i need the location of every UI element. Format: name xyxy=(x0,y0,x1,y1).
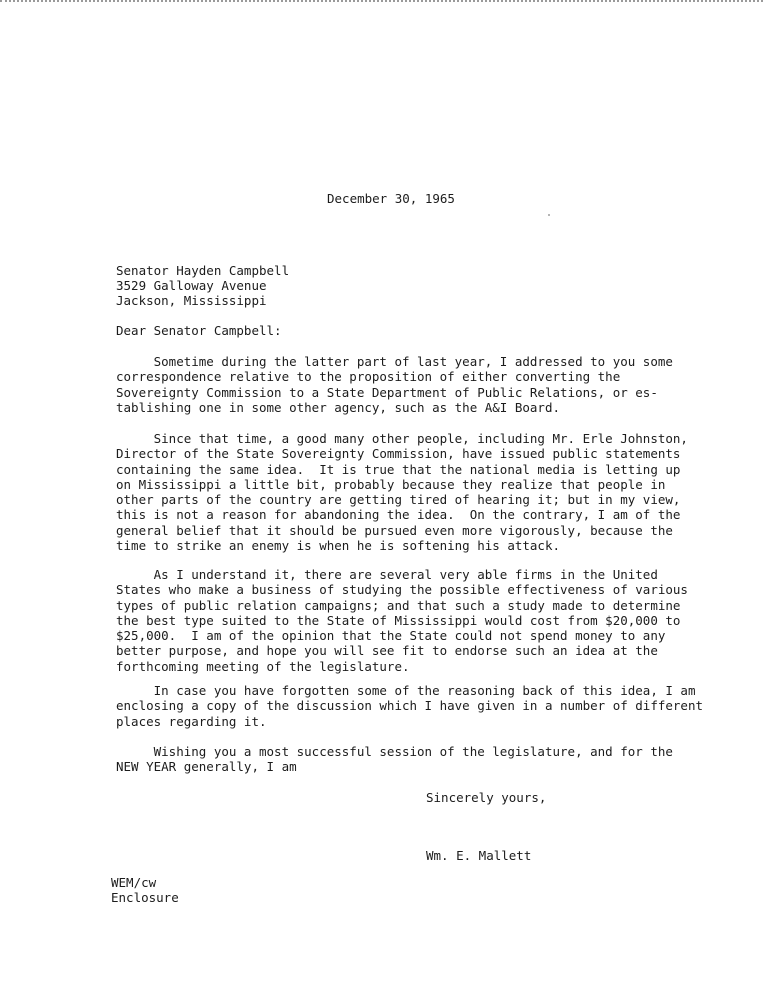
typist-initials: WEM/cw xyxy=(111,875,157,890)
paragraph-5: Wishing you a most successful session of the legislature, and for the NEW YEAR generally, I am xyxy=(116,744,673,775)
salutation: Dear Senator Campbell: xyxy=(116,323,282,338)
enclosure-note: Enclosure xyxy=(111,890,179,905)
complimentary-close: Sincerely yours, xyxy=(426,790,547,805)
recipient-name: Senator Hayden Campbell xyxy=(116,263,290,278)
page-top-border xyxy=(0,0,763,2)
letter-date: December 30, 1965 xyxy=(327,191,455,206)
paragraph-2: Since that time, a good many other people, including Mr. Erle Johnston, Director of the State Sovereignty Commission, have issued public statements containing the same idea. It is true that the national media is letting up on Mississippi a little bit, probably because they realize that people in other parts of the country are getting tired of hearing it; but in my view, this is not a reason for abandoning the idea. On the contrary, I am of the general belief that it should be pursued even more vigorously, because the time to strike an enemy is when he is softening his attack. xyxy=(116,431,688,554)
paragraph-4: In case you have forgotten some of the reasoning back of this idea, I am enclosing a copy of the discussion which I have given in a number of different places regarding it. xyxy=(116,683,703,729)
paragraph-1: Sometime during the latter part of last year, I addressed to you some correspondence relative to the proposition of either converting the Sovereignty Commission to a State Department of Public Relations, or es- tablishing one in some other agency, such as the A&I Board. xyxy=(116,354,673,415)
recipient-address xyxy=(116,263,289,308)
recipient-city: Jackson, Mississippi xyxy=(116,293,267,308)
recipient-street: 3529 Galloway Avenue xyxy=(116,278,267,293)
paper-speck xyxy=(548,214,550,216)
signer-name: Wm. E. Mallett xyxy=(426,848,532,863)
reference-block xyxy=(111,875,179,905)
paragraph-3: As I understand it, there are several very able firms in the United States who make a business of studying the possible effectiveness of various types of public relation campaigns; and that such a study made to determine the best type suited to the State of Mississippi would cost from $20,000 to $25,000. I am of the opinion that the State could not spend money to any better purpose, and hope you will see fit to endorse such an idea at the forthcoming meeting of the legislature. xyxy=(116,567,688,674)
